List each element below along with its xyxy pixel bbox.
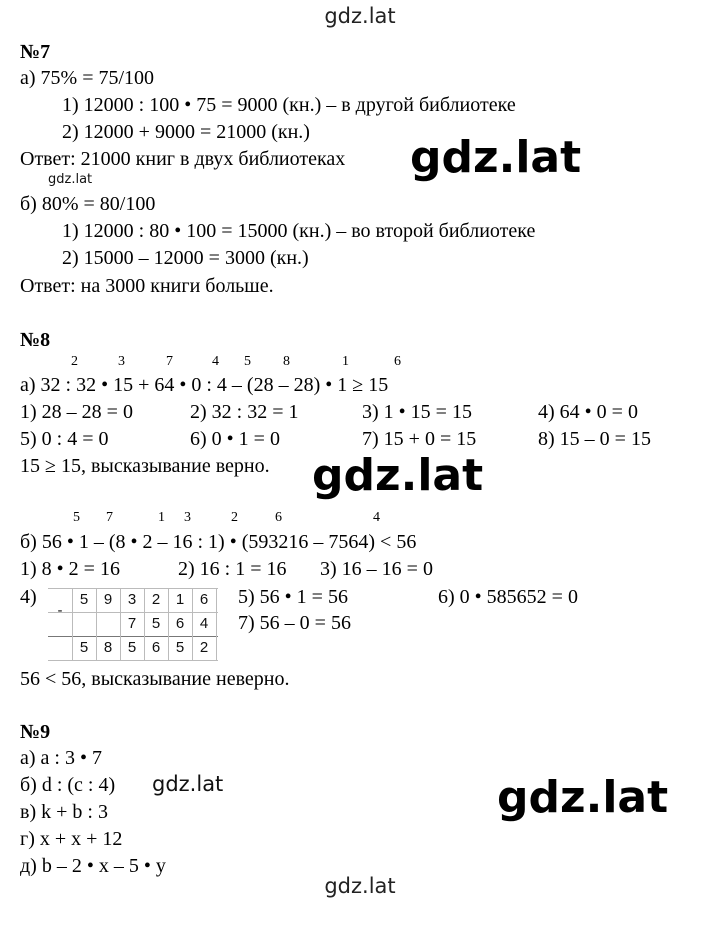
task-7b-step-2: 2) 15000 – 12000 = 3000 (кн.) <box>62 247 309 269</box>
task-7b-header: б) 80% = 80/100 <box>20 193 156 215</box>
digit: 4 <box>199 615 209 632</box>
digit: 5 <box>79 639 89 656</box>
order-index: 5 <box>73 510 80 525</box>
task-7-title: №7 <box>20 41 51 63</box>
task-8a-step: 5) 0 : 4 = 0 <box>20 428 109 450</box>
digit: 6 <box>151 639 161 656</box>
task-8a-step: 4) 64 • 0 = 0 <box>538 401 638 423</box>
digit: 9 <box>103 591 113 608</box>
task-9-item: д) b – 2 • x – 5 • y <box>20 855 166 877</box>
order-index: 3 <box>184 510 191 525</box>
task-7a-answer: Ответ: 21000 книг в двух библиотеках <box>20 148 346 170</box>
task-9-title: №9 <box>20 721 51 743</box>
task-7a-header: а) 75% = 75/100 <box>20 67 155 89</box>
task-8b-step: 2) 16 : 1 = 16 <box>178 558 287 580</box>
subtraction-column <box>48 588 218 660</box>
digit: 5 <box>127 639 137 656</box>
task-7b-step-1: 1) 12000 : 80 • 100 = 15000 (кн.) – во второй библиотеке <box>62 220 536 242</box>
task-8a-step: 2) 32 : 32 = 1 <box>190 401 299 423</box>
order-index: 3 <box>118 354 125 369</box>
digit: 5 <box>175 639 185 656</box>
digit: 6 <box>175 615 185 632</box>
digit: 1 <box>175 591 185 608</box>
task-8a-step: 3) 1 • 15 = 15 <box>362 401 472 423</box>
digit: 3 <box>127 591 137 608</box>
task-8b-step: 5) 56 • 1 = 56 <box>238 586 348 608</box>
task-8a-conclusion: 15 ≥ 15, высказывание верно. <box>20 455 270 477</box>
task-8a-expression: а) 32 : 32 • 15 + 64 • 0 : 4 – (28 – 28) • 1 ≥ 15 <box>20 374 389 396</box>
order-index: 6 <box>394 354 401 369</box>
order-index: 8 <box>283 354 290 369</box>
task-9-item: в) k + b : 3 <box>20 801 108 823</box>
task-8b-conclusion: 56 < 56, высказывание неверно. <box>20 668 290 690</box>
watermark-large-1: gdz.lat <box>410 132 582 183</box>
task-8a-step: 6) 0 • 1 = 0 <box>190 428 280 450</box>
task-9-item: а) a : 3 • 7 <box>20 747 102 769</box>
task-8a-step: 8) 15 – 0 = 15 <box>538 428 651 450</box>
order-index: 2 <box>71 354 78 369</box>
digit: 8 <box>103 639 113 656</box>
task-9-item: б) d : (c : 4) <box>20 774 116 796</box>
task-7a-step-2: 2) 12000 + 9000 = 21000 (кн.) <box>62 121 310 143</box>
watermark-large-2: gdz.lat <box>312 450 484 501</box>
task-7b-answer: Ответ: на 3000 книги больше. <box>20 275 274 297</box>
task-8a-step: 1) 28 – 28 = 0 <box>20 401 133 423</box>
order-index: 2 <box>231 510 238 525</box>
order-index: 7 <box>166 354 173 369</box>
watermark-mid: gdz.lat <box>152 772 224 796</box>
digit: 7 <box>127 615 137 632</box>
digit: 5 <box>151 615 161 632</box>
order-index: 1 <box>342 354 349 369</box>
watermark-large-3: gdz.lat <box>497 772 669 823</box>
task-7a-step-1: 1) 12000 : 100 • 75 = 9000 (кн.) – в другой библиотеке <box>62 94 516 116</box>
task-8b-step: 7) 56 – 0 = 56 <box>238 612 351 634</box>
task-8b-step: 1) 8 • 2 = 16 <box>20 558 120 580</box>
digit: 2 <box>151 591 161 608</box>
order-index: 6 <box>275 510 282 525</box>
minus-sign: - <box>57 602 63 619</box>
task-9-item: г) x + x + 12 <box>20 828 123 850</box>
order-index: 4 <box>373 510 380 525</box>
order-index: 4 <box>212 354 219 369</box>
digit: 2 <box>199 639 209 656</box>
task-8a-step: 7) 15 + 0 = 15 <box>362 428 477 450</box>
task-8b-step: 6) 0 • 585652 = 0 <box>438 586 578 608</box>
task-8b-step: 3) 16 – 16 = 0 <box>320 558 433 580</box>
watermark-bottom: gdz.lat <box>324 874 396 898</box>
watermark-top: gdz.lat <box>324 4 396 28</box>
digit: 6 <box>199 591 209 608</box>
task-8b-expression: б) 56 • 1 – (8 • 2 – 16 : 1) • (593216 – 7564) < 56 <box>20 531 417 553</box>
digit: 5 <box>79 591 89 608</box>
order-index: 1 <box>158 510 165 525</box>
order-index: 5 <box>244 354 251 369</box>
order-index: 7 <box>106 510 113 525</box>
watermark-small: gdz.lat <box>48 172 93 187</box>
task-8-title: №8 <box>20 329 51 351</box>
task-8b-step-4-label: 4) <box>20 586 37 608</box>
